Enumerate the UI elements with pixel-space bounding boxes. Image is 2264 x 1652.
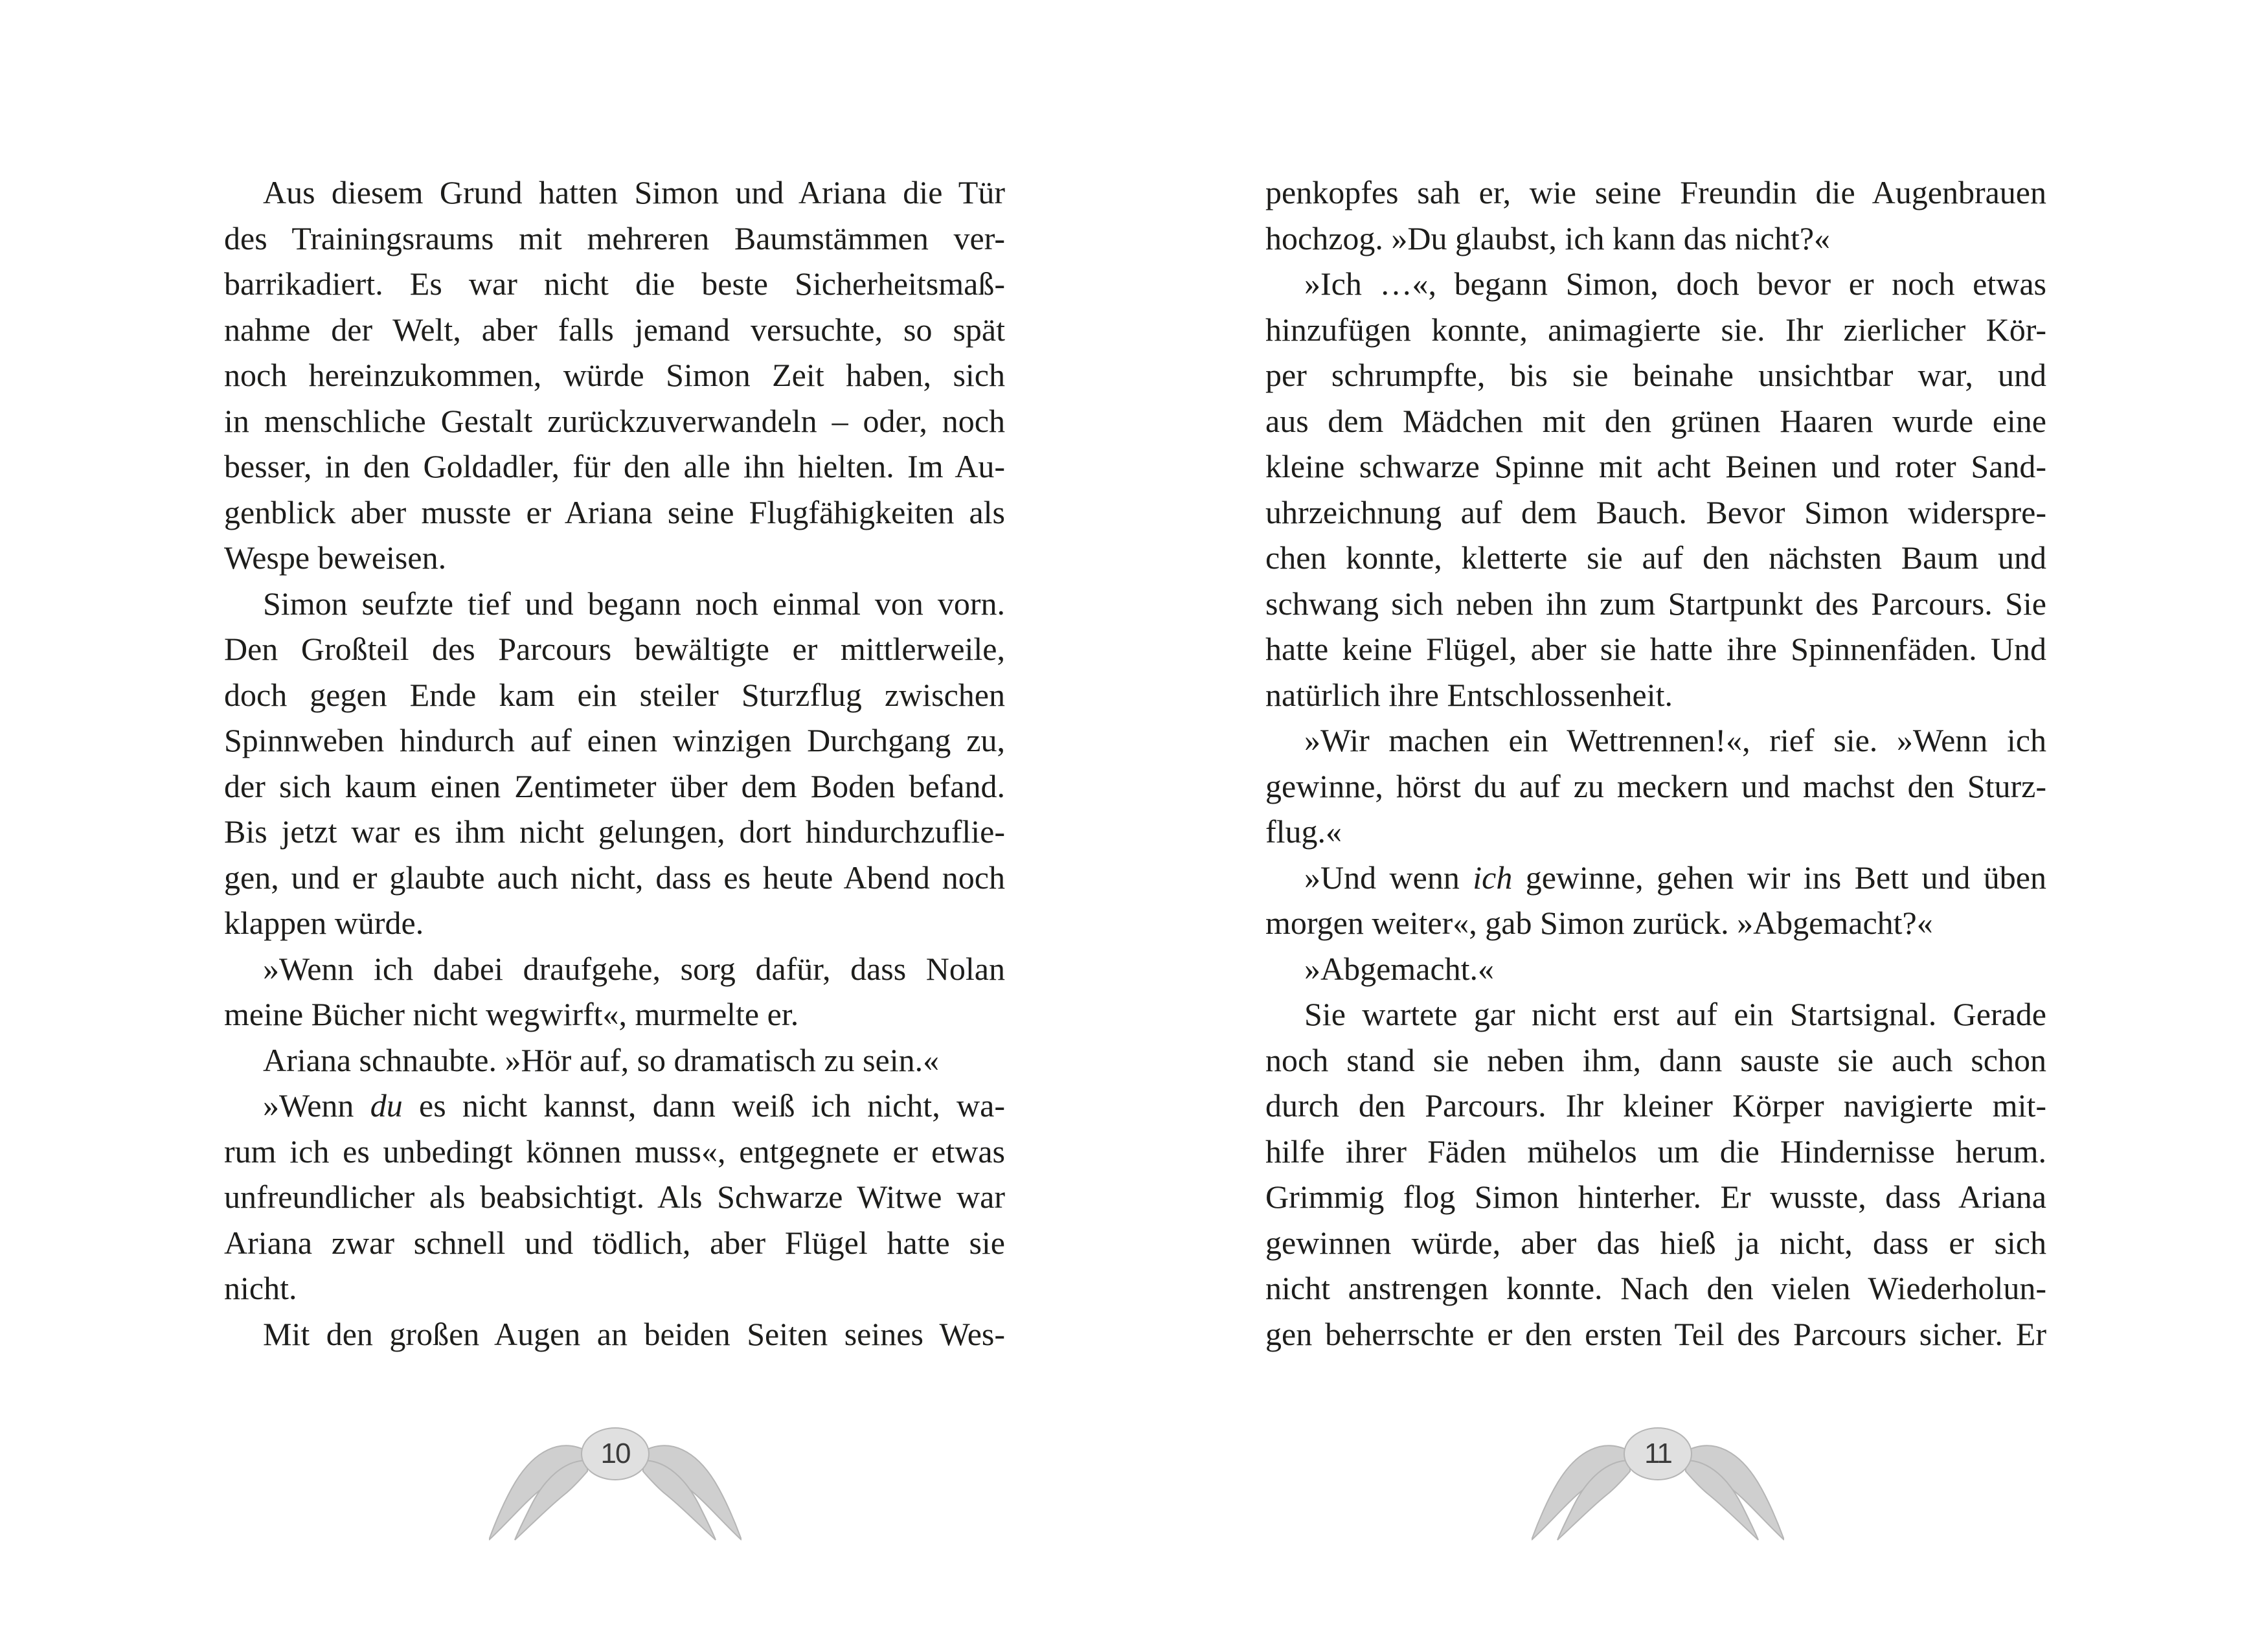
text-line: Den Großteil des Parcours bewältigte er mittlerweile, bbox=[224, 631, 1005, 667]
text-line: hatte keine Flügel, aber sie hatte ihre Spinnenfäden. Und bbox=[1265, 631, 2046, 667]
page-number-right: 11 bbox=[1644, 1438, 1671, 1469]
text-line: kleine schwarze Spinne mit acht Beinen und roter Sand- bbox=[1265, 448, 2046, 484]
text-line: Spinnweben hindurch auf einen winzigen Durchgang zu, bbox=[224, 722, 1005, 758]
text-line: nicht anstrengen konnte. Nach den vielen Wiederholun- bbox=[1265, 1270, 2046, 1306]
text-line: doch gegen Ende kam ein steiler Sturzflug zwischen bbox=[224, 676, 1005, 713]
text-line: besser, in den Goldadler, für den alle ihn hielten. Im Au- bbox=[224, 448, 1005, 484]
text-line: Simon seufzte tief und begann noch einmal von vorn. bbox=[263, 585, 1005, 622]
text-line: Ariana zwar schnell und tödlich, aber Flügel hatte sie bbox=[224, 1224, 1005, 1261]
page-number-ornament-left bbox=[489, 1425, 741, 1541]
text-line: penkopfes sah er, wie seine Freundin die Augenbrauen bbox=[1265, 174, 2046, 210]
text-line: hinzufügen konnte, animagierte sie. Ihr zierlicher Kör- bbox=[1265, 311, 2046, 348]
left-page-text bbox=[224, 170, 1005, 1357]
text-line: »Abgemacht.« bbox=[1304, 950, 1494, 987]
text-line: »Wenn du es nicht kannst, dann weiß ich nicht, wa- bbox=[263, 1087, 1005, 1124]
text-line: noch hereinzukommen, würde Simon Zeit haben, sich bbox=[224, 357, 1005, 393]
text-line: des Trainingsraums mit mehreren Baumstämmen ver- bbox=[224, 220, 1005, 256]
text-line: noch stand sie neben ihm, dann sauste sie auch schon bbox=[1265, 1041, 2046, 1078]
text-line: Mit den großen Augen an beiden Seiten seines Wes- bbox=[263, 1315, 1005, 1352]
text-line: »Wir machen ein Wettrennen!«, rief sie. »Wenn ich bbox=[1304, 722, 2046, 758]
text-line: hilfe ihrer Fäden mühelos um die Hindernisse herum. bbox=[1265, 1133, 2046, 1170]
text-line: durch den Parcours. Ihr kleiner Körper navigierte mit- bbox=[1265, 1087, 2046, 1124]
text-line: per schrumpfte, bis sie beinahe unsichtbar war, und bbox=[1265, 357, 2046, 393]
text-line: nahme der Welt, aber falls jemand versuchte, so spät bbox=[224, 311, 1005, 348]
text-line: chen konnte, kletterte sie auf den nächsten Baum und bbox=[1265, 539, 2046, 576]
text-line: gewinnen würde, aber das hieß ja nicht, dass er sich bbox=[1265, 1224, 2046, 1261]
text-line: gen beherrschte er den ersten Teil des Parcours sicher. Er bbox=[1265, 1315, 2046, 1352]
text-line: unfreundlicher als beabsichtigt. Als Schwarze Witwe war bbox=[224, 1179, 1005, 1215]
text-line: Ariana schnaubte. »Hör auf, so dramatisch zu sein.« bbox=[263, 1041, 940, 1078]
text-line: in menschliche Gestalt zurückzuverwandeln – oder, noch bbox=[224, 402, 1005, 439]
page-number-left: 10 bbox=[600, 1438, 630, 1469]
text-line: Wespe beweisen. bbox=[224, 539, 447, 576]
text-line: flug.« bbox=[1265, 813, 1342, 850]
text-line: der sich kaum einen Zentimeter über dem Boden befand. bbox=[224, 767, 1005, 804]
text-line: Sie wartete gar nicht erst auf ein Startsignal. Gerade bbox=[1304, 996, 2046, 1032]
text-line: genblick aber musste er Ariana seine Flugfähigkeiten als bbox=[224, 493, 1005, 530]
right-page-text bbox=[1265, 170, 2046, 1357]
text-line: klappen würde. bbox=[224, 905, 424, 941]
text-line: gewinne, hörst du auf zu meckern und machst den Sturz- bbox=[1265, 767, 2046, 804]
text-line: Aus diesem Grund hatten Simon und Ariana die Tür bbox=[263, 174, 1005, 210]
text-line: morgen weiter«, gab Simon zurück. »Abgemacht?« bbox=[1265, 905, 1933, 941]
text-line: meine Bücher nicht wegwirft«, murmelte er. bbox=[224, 996, 799, 1032]
text-line: natürlich ihre Entschlossenheit. bbox=[1265, 676, 1673, 713]
text-line: Bis jetzt war es ihm nicht gelungen, dort hindurchzuflie- bbox=[224, 813, 1005, 850]
text-line: schwang sich neben ihn zum Startpunkt des Parcours. Sie bbox=[1265, 585, 2046, 622]
text-line: gen, und er glaubte auch nicht, dass es heute Abend noch bbox=[224, 859, 1005, 896]
text-line: nicht. bbox=[224, 1270, 297, 1306]
text-line: Grimmig flog Simon hinterher. Er wusste, dass Ariana bbox=[1265, 1179, 2046, 1215]
text-line: »Ich …«, begann Simon, doch bevor er noch etwas bbox=[1304, 266, 2046, 302]
text-line: rum ich es unbedingt können muss«, entgegnete er etwas bbox=[224, 1133, 1005, 1170]
text-line: aus dem Mädchen mit den grünen Haaren wurde eine bbox=[1265, 402, 2046, 439]
text-line: hochzog. »Du glaubst, ich kann das nicht?« bbox=[1265, 220, 1831, 256]
text-line: »Und wenn ich gewinne, gehen wir ins Bett und üben bbox=[1304, 859, 2046, 896]
page-number-ornament-right bbox=[1532, 1425, 1784, 1541]
text-line: uhrzeichnung auf dem Bauch. Bevor Simon widerspre- bbox=[1265, 493, 2046, 530]
text-line: »Wenn ich dabei draufgehe, sorg dafür, dass Nolan bbox=[263, 950, 1005, 987]
text-line: barrikadiert. Es war nicht die beste Sicherheitsmaß- bbox=[224, 266, 1005, 302]
